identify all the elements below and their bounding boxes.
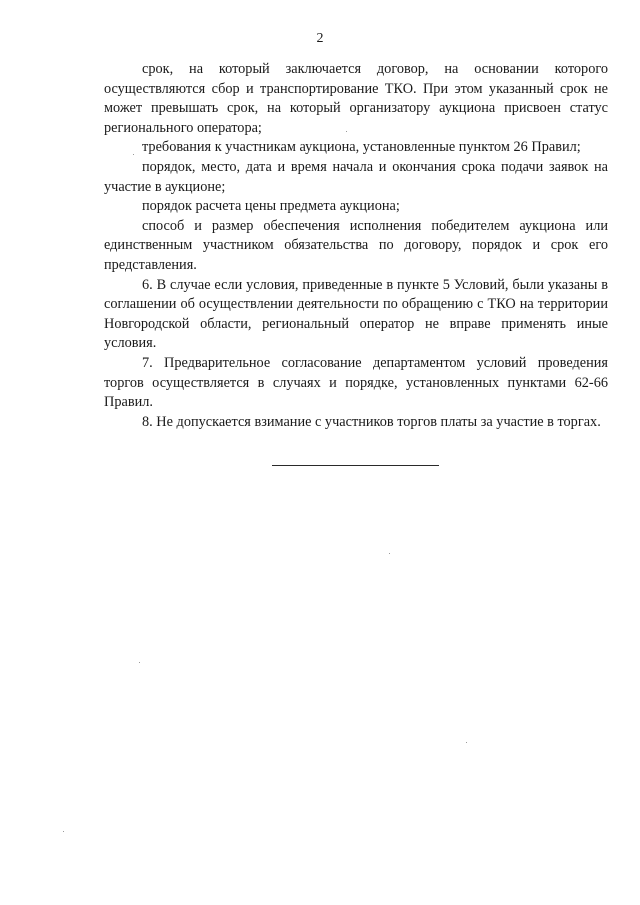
scan-speck (466, 742, 467, 743)
end-of-text-rule (272, 465, 439, 466)
paragraph-price-calculation: порядок расчета цены предмета аукциона; (142, 198, 400, 215)
scan-speck (139, 662, 140, 663)
document-body (104, 60, 608, 432)
paragraph-application-procedure: порядок, место, дата и время начала и окончания срока подачи заявок на участие в аукционе; (104, 158, 608, 195)
paragraph-contract-term: срок, на который заключается договор, на основании которого осуществляются сбор и транспортирование ТКО. При этом указанный срок не может превышать срок, на который организатору аукциона присвоен статус регионального оператора; (104, 61, 608, 136)
scan-speck (63, 831, 64, 832)
paragraph-item-7: 7. Предварительное согласование департаментом условий проведения торгов осуществляется в случаях и порядке, установленных пунктами 62-66 Правил. (104, 354, 608, 411)
scan-speck (346, 131, 347, 132)
paragraph-item-8: 8. Не допускается взимание с участников торгов платы за участие в торгах. (142, 413, 601, 430)
scan-speck (133, 154, 134, 155)
paragraph-item-6: 6. В случае если условия, приведенные в пункте 5 Условий, были указаны в соглашении об осуществлении деятельности по обращению с ТКО на территории Новгородской области, региональный оператор не вправе применять иные условия. (104, 276, 608, 352)
paragraph-participant-requirements: требования к участникам аукциона, установленные пунктом 26 Правил; (142, 139, 581, 156)
page-number: 2 (316, 31, 324, 46)
paragraph-security-method: способ и размер обеспечения исполнения победителем аукциона или единственным участником обязательства по договору, порядок и срок его представления. (104, 217, 608, 273)
scan-speck (389, 553, 390, 554)
